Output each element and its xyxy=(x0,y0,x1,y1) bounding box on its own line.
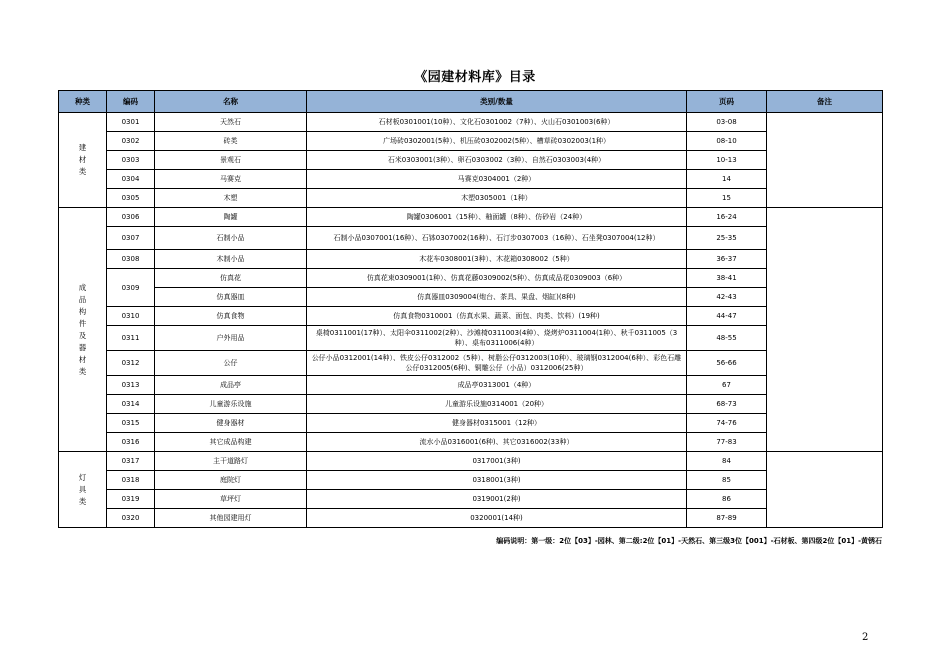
table-row xyxy=(59,490,883,509)
name-cell: 户外用品 xyxy=(155,326,307,351)
page-cell: 48-55 xyxy=(687,326,767,351)
name-cell: 成品亭 xyxy=(155,376,307,395)
header-page: 页码 xyxy=(687,91,767,113)
kind-char: 具 xyxy=(78,484,87,494)
code-cell: 0306 xyxy=(107,208,155,227)
code-cell: 0314 xyxy=(107,395,155,414)
code-cell: 0316 xyxy=(107,433,155,452)
table-row xyxy=(59,151,883,170)
category-cell: 广场砖0302001(5种）、机压砖0302002(5种）、槽草砖0302003(1种） xyxy=(307,132,687,151)
table-row xyxy=(59,395,883,414)
category-cell: 仿真器皿0309004(炮台、茶具、果盘、烟缸)(8种) xyxy=(307,288,687,307)
kind-char: 构 xyxy=(78,306,87,316)
page-cell: 38-41 xyxy=(687,269,767,288)
name-cell: 其他园建用灯 xyxy=(155,509,307,528)
kind-char: 灯 xyxy=(78,472,87,482)
category-cell: 健身器材0315001（12种） xyxy=(307,414,687,433)
table-row xyxy=(59,250,883,269)
kind-char: 器 xyxy=(78,342,87,352)
page-cell: 86 xyxy=(687,490,767,509)
kind-char: 建 xyxy=(78,143,87,152)
table-row xyxy=(59,376,883,395)
category-cell: 仿真食物0310001（仿真水果、蔬菜、面包、肉类、饮料）(19种) xyxy=(307,307,687,326)
code-cell: 0320 xyxy=(107,509,155,528)
page-cell: 10-13 xyxy=(687,151,767,170)
code-cell: 0307 xyxy=(107,227,155,250)
remark-cell xyxy=(767,452,883,528)
table-row xyxy=(59,113,883,132)
category-cell: 石制小品0307001(16种）、石钵0307002(16种）、石汀步0307003（16种）、石坐凳0307004(12种） xyxy=(307,227,687,250)
category-cell: 0317001(3种) xyxy=(307,452,687,471)
page-cell: 56-66 xyxy=(687,351,767,376)
code-cell: 0319 xyxy=(107,490,155,509)
name-cell: 草坪灯 xyxy=(155,490,307,509)
page-cell: 08-10 xyxy=(687,132,767,151)
code-cell: 0315 xyxy=(107,414,155,433)
page-title: 《园建材料库》目录 xyxy=(414,70,536,85)
header-remark: 备注 xyxy=(767,91,883,113)
category-cell: 马赛克0304001（2种） xyxy=(307,170,687,189)
table-row xyxy=(59,433,883,452)
category-cell: 陶罐0306001（15种）、釉面罐（8种）、仿砂岩（24种） xyxy=(307,208,687,227)
name-cell: 主干道路灯 xyxy=(155,452,307,471)
code-note: 编码说明：第一级：2位【03】-园林、第二级:2位【01】-天然石、第三级3位【001】-石材板、第四级2位【01】-黄锈石 xyxy=(496,537,882,545)
name-cell: 仿真花 xyxy=(155,269,307,288)
table-row xyxy=(59,189,883,208)
page-cell: 77-83 xyxy=(687,433,767,452)
code-cell: 0312 xyxy=(107,351,155,376)
table-row xyxy=(59,227,883,250)
category-cell: 0319001(2种) xyxy=(307,490,687,509)
category-cell: 流水小品0316001(6种)、其它0316002(33种） xyxy=(307,433,687,452)
header-name: 名称 xyxy=(155,91,307,113)
name-cell: 公仔 xyxy=(155,351,307,376)
category-cell: 桌椅0311001(17种）、太阳伞0311002(2种）、沙滩椅0311003(4种）、烧烤炉0311004(1种）、秋千0311005（3种）、桌布0311006(4种） xyxy=(307,326,687,351)
category-cell: 儿童游乐设施0314001（20种） xyxy=(307,395,687,414)
code-cell: 0309 xyxy=(107,269,155,307)
category-cell: 0318001(3种) xyxy=(307,471,687,490)
remark-cell xyxy=(767,208,883,452)
kind-cell xyxy=(59,113,107,208)
page-cell: 25-35 xyxy=(687,227,767,250)
table-row xyxy=(59,452,883,471)
name-cell: 儿童游乐设施 xyxy=(155,395,307,414)
table-row xyxy=(59,269,883,288)
name-cell: 健身器材 xyxy=(155,414,307,433)
name-cell: 石制小品 xyxy=(155,227,307,250)
kind-cell xyxy=(59,208,107,452)
page-cell: 44-47 xyxy=(687,307,767,326)
kind-char: 类 xyxy=(78,496,87,506)
category-cell: 公仔小品0312001(14种）、铁皮公仔0312002（5种）、树脂公仔0312003(10种）、玻璃钢0312004(6种）、彩色石雕公仔0312005(6种)、铜雕公仔（小品）0312006(25种） xyxy=(307,351,687,376)
page-cell: 84 xyxy=(687,452,767,471)
kind-char: 类 xyxy=(78,366,87,376)
name-cell: 其它成品构建 xyxy=(155,433,307,452)
code-cell: 0311 xyxy=(107,326,155,351)
code-cell: 0308 xyxy=(107,250,155,269)
page-cell: 68-73 xyxy=(687,395,767,414)
name-cell: 天然石 xyxy=(155,113,307,132)
page-cell: 87-89 xyxy=(687,509,767,528)
table-row xyxy=(59,170,883,189)
kind-char: 及 xyxy=(78,330,87,340)
table-header-row xyxy=(59,91,883,113)
kind-char: 成 xyxy=(78,282,87,292)
page-cell: 42-43 xyxy=(687,288,767,307)
page-cell: 67 xyxy=(687,376,767,395)
kind-char: 件 xyxy=(78,318,87,328)
kind-char: 品 xyxy=(78,294,87,304)
page-cell: 36-37 xyxy=(687,250,767,269)
category-cell: 成品亭0313001（4种） xyxy=(307,376,687,395)
category-cell: 木花车0308001(3种）、木花箱0308002（5种） xyxy=(307,250,687,269)
table-row xyxy=(59,208,883,227)
code-cell: 0303 xyxy=(107,151,155,170)
name-cell: 景观石 xyxy=(155,151,307,170)
code-cell: 0304 xyxy=(107,170,155,189)
kind-char: 类 xyxy=(78,167,87,176)
name-cell: 木制小品 xyxy=(155,250,307,269)
name-cell: 砖类 xyxy=(155,132,307,151)
name-cell: 马赛克 xyxy=(155,170,307,189)
remark-cell xyxy=(767,113,883,208)
code-cell: 0302 xyxy=(107,132,155,151)
table-row xyxy=(59,307,883,326)
category-cell: 0320001(14种) xyxy=(307,509,687,528)
header-category: 类别/数量 xyxy=(307,91,687,113)
kind-char: 材 xyxy=(78,354,87,364)
category-cell: 仿真花束0309001(1种）、仿真花藤0309002(5种）、仿真成品花0309003（6种） xyxy=(307,269,687,288)
name-cell: 仿真食物 xyxy=(155,307,307,326)
table-row xyxy=(59,288,883,307)
page-cell: 03-08 xyxy=(687,113,767,132)
code-cell: 0318 xyxy=(107,471,155,490)
code-cell: 0317 xyxy=(107,452,155,471)
code-cell: 0310 xyxy=(107,307,155,326)
page-cell: 15 xyxy=(687,189,767,208)
name-cell: 仿真器皿 xyxy=(155,288,307,307)
page-cell: 16-24 xyxy=(687,208,767,227)
page-cell: 85 xyxy=(687,471,767,490)
code-cell: 0305 xyxy=(107,189,155,208)
kind-char: 材 xyxy=(78,155,87,164)
table-row xyxy=(59,351,883,376)
page-number: 2 xyxy=(862,632,869,643)
code-cell: 0313 xyxy=(107,376,155,395)
table-row xyxy=(59,132,883,151)
header-code: 编码 xyxy=(107,91,155,113)
name-cell: 庭院灯 xyxy=(155,471,307,490)
name-cell: 陶罐 xyxy=(155,208,307,227)
page-cell: 14 xyxy=(687,170,767,189)
category-cell: 石米0303001(3种）、卵石0303002（3种）、自然石0303003(4种） xyxy=(307,151,687,170)
table-row xyxy=(59,509,883,528)
table-row xyxy=(59,326,883,351)
table-row xyxy=(59,414,883,433)
category-cell: 木塑0305001（1种） xyxy=(307,189,687,208)
code-cell: 0301 xyxy=(107,113,155,132)
page-cell: 74-76 xyxy=(687,414,767,433)
catalog-table xyxy=(58,90,883,528)
category-cell: 石材板0301001(10种）、文化石0301002（7种）、火山石0301003(6种） xyxy=(307,113,687,132)
table-body xyxy=(59,113,883,528)
kind-cell xyxy=(59,452,107,528)
name-cell: 木塑 xyxy=(155,189,307,208)
header-kind: 种类 xyxy=(59,91,107,113)
table-row xyxy=(59,471,883,490)
